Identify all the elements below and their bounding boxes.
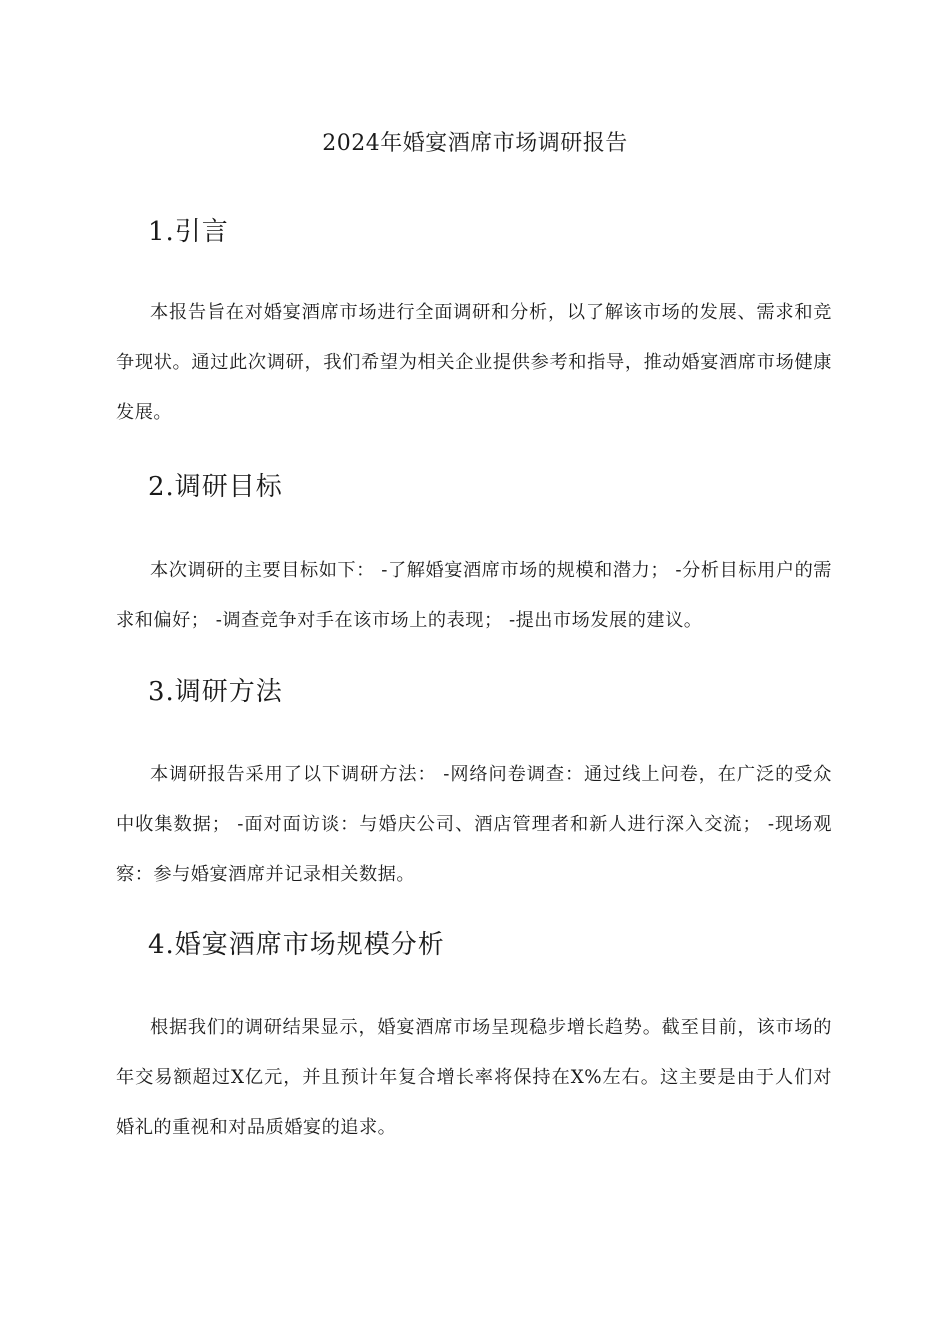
section-body-market-size: 根据我们的调研结果显示，婚宴酒席市场呈现稳步增长趋势。截至目前，该市场的年交易额超过X亿元，并且预计年复合增长率将保持在X%左右。这主要是由于人们对婚礼的重视和对品质婚宴的追求。 xyxy=(116,1017,832,1138)
section-heading-market-size: 4.婚宴酒席市场规模分析 xyxy=(148,930,445,960)
section-heading-objectives: 2.调研目标 xyxy=(148,472,283,502)
section-heading-methods: 3.调研方法 xyxy=(148,677,283,707)
section-heading-introduction: 1.引言 xyxy=(148,217,229,247)
section-body-methods: 本调研报告采用了以下调研方法： -网络问卷调查：通过线上问卷，在广泛的受众中收集数据； -面对面访谈：与婚庆公司、酒店管理者和新人进行深入交流； -现场观察：参与婚宴酒席并记录相关数据。 xyxy=(116,764,832,885)
section-body-introduction: 本报告旨在对婚宴酒席市场进行全面调研和分析，以了解该市场的发展、需求和竞争现状。通过此次调研，我们希望为相关企业提供参考和指导，推动婚宴酒席市场健康发展。 xyxy=(116,302,832,423)
section-body-objectives: 本次调研的主要目标如下： -了解婚宴酒席市场的规模和潜力； -分析目标用户的需求和偏好； -调查竞争对手在该市场上的表现； -提出市场发展的建议。 xyxy=(116,560,832,631)
document-title: 2024年婚宴酒席市场调研报告 xyxy=(322,131,628,156)
